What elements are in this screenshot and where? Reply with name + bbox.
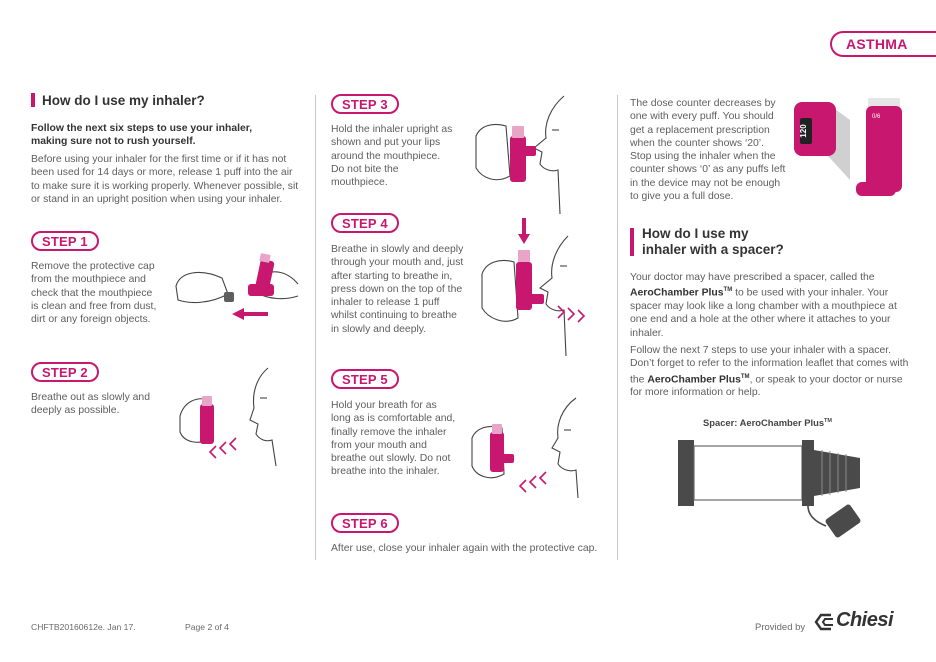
p2-brand: AeroChamber Plus: [647, 374, 741, 386]
section-title-text: How do I use my inhaler?: [42, 93, 205, 108]
step-4-badge: STEP 4: [331, 213, 399, 233]
spacer-title-line-1: How do I use my: [642, 226, 749, 241]
step-3-illustration: [470, 96, 610, 214]
column-divider-2: [617, 95, 618, 560]
step-2-illustration: [172, 368, 304, 468]
title-accent-bar: [630, 228, 634, 256]
asthma-badge: ASTHMA: [830, 31, 936, 57]
p1-text-a: Your doctor may have prescribed a spacer, called the: [630, 272, 875, 283]
step-3-text: Hold the inhaler upright as shown and put your lips around the mouthpiece. Do not bite the mouthpiece.: [331, 124, 453, 189]
step-5-text: Hold your breath for as long as is comfortable and, finally remove the inhaler from your mouth and breathe out slowly. Do not breathe into the inhaler.: [331, 400, 456, 478]
p1-text-b: to be used with your inhaler. Your spacer may look like a long chamber with a mouthpiece at one end and a hole at the other where it attaches to your inhaler.: [630, 287, 897, 339]
p2-tm: TM: [740, 373, 750, 380]
chiesi-logo-text: Chiesi: [836, 609, 894, 631]
intro-bold-text: Follow the next six steps to use your inhaler, making sure not to rush yourself.: [31, 123, 253, 148]
step-2-text: Breathe out as slowly and deeply as possible.: [31, 392, 150, 417]
step-1-illustration: [170, 254, 305, 326]
spacer-title-line-2: inhaler with a spacer?: [642, 242, 784, 257]
section-title-inhaler: [31, 93, 205, 108]
step-6-text: After use, close your inhaler again with the protective cap.: [331, 543, 598, 554]
step-4-illustration: [478, 214, 613, 356]
p1-brand: AeroChamber Plus: [630, 287, 724, 299]
page-number: Page 2 of 4: [185, 622, 229, 632]
document-code: CHFTB20160612e. Jan 17.: [31, 622, 136, 632]
spacer-paragraph-1: [630, 271, 910, 340]
dose-counter-text: The dose counter decreases by one with every puff. You should get a replacement prescription when the counter shows ‘20’. Stop using the inhaler when the counter shows ‘0’ as any puffs left in the device may not be enough to give you a full dose.: [630, 98, 786, 203]
chiesi-logo-icon: [815, 612, 835, 632]
title-accent-bar: [31, 93, 35, 107]
provided-by-label: Provided by: [755, 622, 806, 633]
spacer-paragraph-2: [630, 344, 910, 400]
step-5-illustration: [466, 398, 606, 498]
step-6-badge: STEP 6: [331, 513, 399, 533]
step-5-badge: STEP 5: [331, 369, 399, 389]
column-divider-1: [315, 95, 316, 560]
svg-text:0/6: 0/6: [872, 114, 881, 120]
p1-tm: TM: [723, 287, 733, 294]
spacer-caption-tm: TM: [824, 417, 832, 424]
dose-counter-value: 120: [799, 124, 808, 138]
step-4-text: Breathe in slowly and deeply through your mouth and, just after starting to breathe in, press down on the top of the inhaler to release 1 puff whilst continuing to breathe in slowly and deeply.: [331, 244, 464, 335]
spacer-caption-text: Spacer: AeroChamber Plus: [703, 417, 825, 428]
step-2-badge: STEP 2: [31, 362, 99, 382]
p2-text-a: Follow the next 7 steps to use your inhaler with a spacer. Don’t forget to refer to the information leaflet that comes with the: [630, 345, 909, 386]
spacer-section-title: [630, 226, 830, 258]
spacer-caption: [630, 417, 905, 428]
intro-text: Before using your inhaler for the first time or if it has not been used for 14 days or more, release 1 puff into the air to make sure it is working properly. Whenever possible, sit or stand in an upright position when using your inhaler.: [31, 154, 299, 205]
spacer-illustration: [676, 436, 866, 546]
dose-counter-illustration: [790, 96, 910, 206]
step-1-badge: STEP 1: [31, 231, 99, 251]
step-3-badge: STEP 3: [331, 94, 399, 114]
step-1-text: Remove the protective cap from the mouthpiece and check that the mouthpiece is clean and free from dust, dirt or any foreign objects.: [31, 261, 157, 326]
p2-text-b: , or speak to your doctor or nurse for more information or help.: [630, 374, 903, 399]
